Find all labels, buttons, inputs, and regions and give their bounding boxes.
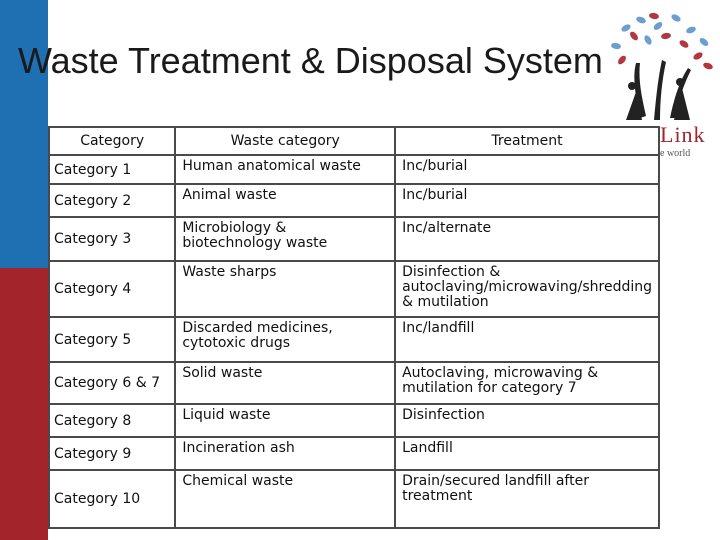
treatment-cell: Inc/burial [395,184,659,217]
logo-wordmark: Link [660,122,706,147]
waste-cell: Liquid waste [175,404,395,437]
category-cell: Category 1 [49,155,175,184]
category-cell: Category 2 [49,184,175,217]
category-cell: Category 4 [49,261,175,317]
logo-subtext: e world [660,148,691,159]
waste-cell: Microbiology & biotechnology waste [175,217,395,261]
table-row [49,470,659,528]
category-cell: Category 8 [49,404,175,437]
waste-cell: Incineration ash [175,437,395,470]
header-waste-category: Waste category [175,127,395,155]
table-row [49,362,659,404]
treatment-cell: Drain/secured landfill after treatment [395,470,659,528]
table-row [49,404,659,437]
treatment-cell: Disinfection [395,404,659,437]
treatment-cell: Inc/alternate [395,217,659,261]
category-cell: Category 10 [49,470,175,528]
treatment-cell: Landfill [395,437,659,470]
treatment-cell: Inc/landfill [395,317,659,362]
waste-cell: Human anatomical waste [175,155,395,184]
category-cell: Category 3 [49,217,175,261]
category-cell: Category 5 [49,317,175,362]
category-cell: Category 6 & 7 [49,362,175,404]
waste-cell: Chemical waste [175,470,395,528]
table-row [49,317,659,362]
left-accent-band-red [0,268,48,540]
table-row [49,155,659,184]
waste-treatment-table [48,126,660,529]
table-row [49,217,659,261]
category-cell: Category 9 [49,437,175,470]
table-row [49,261,659,317]
treatment-cell: Disinfection & autoclaving/microwaving/shredding & mutilation [395,261,659,317]
table-row [49,437,659,470]
table-header-row [49,127,659,155]
waste-cell: Waste sharps [175,261,395,317]
treatment-cell: Autoclaving, microwaving & mutilation for category 7 [395,362,659,404]
header-category: Category [49,127,175,155]
waste-cell: Animal waste [175,184,395,217]
treatment-cell: Inc/burial [395,155,659,184]
table-row [49,184,659,217]
header-treatment: Treatment [395,127,659,155]
waste-cell: Solid waste [175,362,395,404]
slide-title: Waste Treatment & Disposal System [18,40,603,81]
waste-cell: Discarded medicines, cytotoxic drugs [175,317,395,362]
